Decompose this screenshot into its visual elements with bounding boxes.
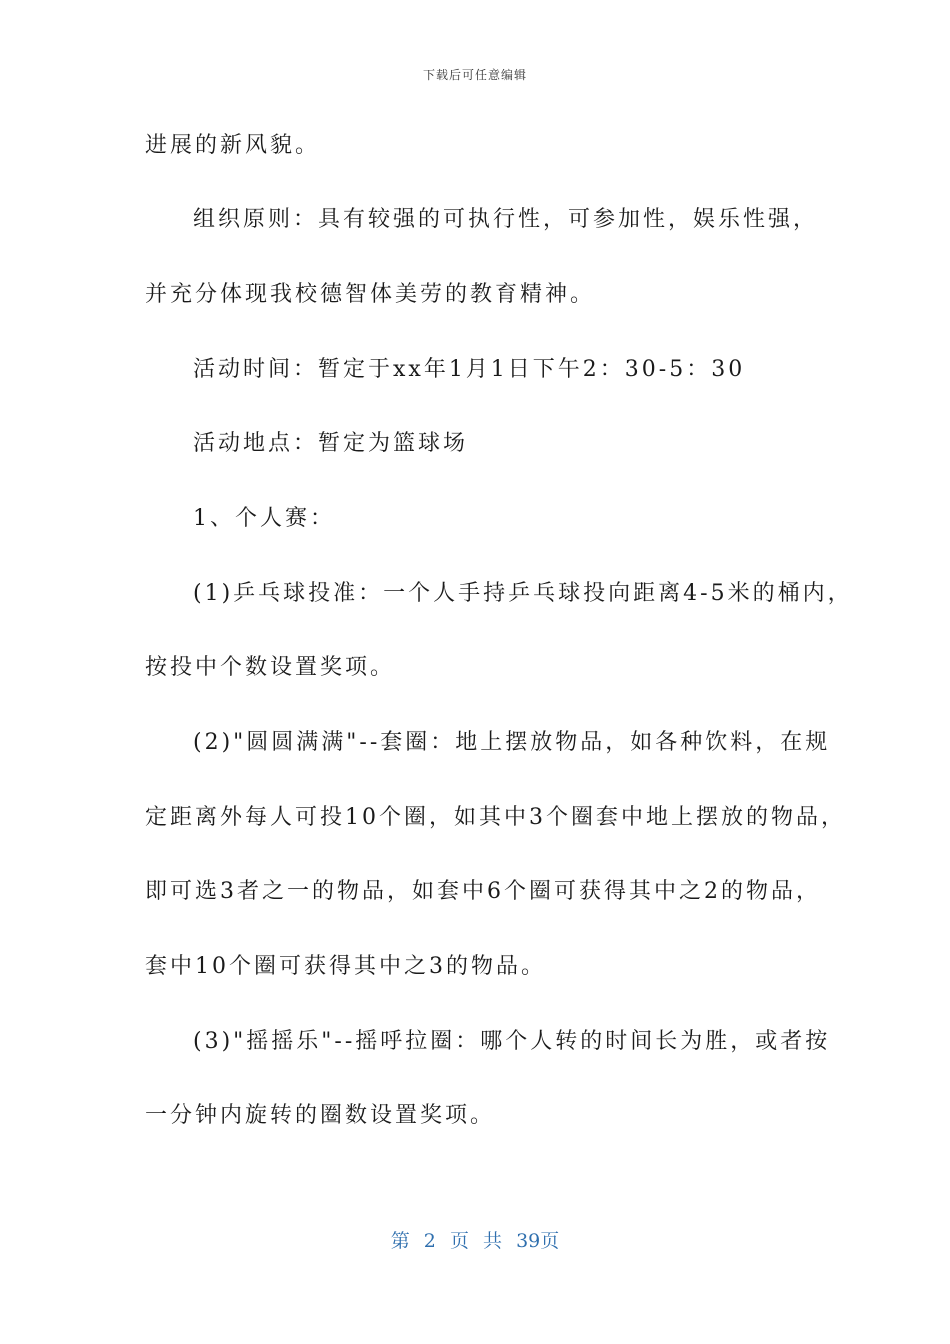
paragraph-line: (3)"摇摇乐"--摇呼拉圈：哪个人转的时间长为胜，或者按 bbox=[193, 1029, 831, 1054]
footer-page-word: 页 bbox=[449, 1230, 469, 1252]
page-number-footer bbox=[0, 1226, 950, 1253]
footer-total-word: 共 bbox=[483, 1230, 503, 1252]
paragraph-line: 进展的新风貌。 bbox=[145, 133, 321, 158]
paragraph-line: 并充分体现我校德智体美劳的教育精神。 bbox=[145, 282, 596, 307]
page-header: 下载后可任意编辑 bbox=[422, 68, 527, 82]
paragraph-line: 1、个人赛： bbox=[193, 506, 335, 531]
paragraph-line: (1)乒乓球投准：一个人手持乒乓球投向距离4-5米的桶内， bbox=[193, 581, 853, 606]
paragraph-line: 活动时间：暂定于xx年1月1日下午2：30-5：30 bbox=[193, 357, 746, 382]
paragraph-line: 定距离外每人可投10个圈，如其中3个圈套中地上摆放的物品， bbox=[145, 805, 846, 830]
paragraph-line: 一分钟内旋转的圈数设置奖项。 bbox=[145, 1103, 496, 1128]
paragraph-line: 组织原则：具有较强的可执行性，可参加性，娱乐性强， bbox=[193, 207, 819, 232]
paragraph-line: 即可选3者之一的物品，如套中6个圈可获得其中之2的物品， bbox=[145, 879, 821, 904]
footer-prefix: 第 bbox=[390, 1230, 410, 1252]
paragraph-line: 活动地点：暂定为篮球场 bbox=[193, 431, 469, 456]
footer-total-pages: 39页 bbox=[516, 1230, 560, 1252]
paragraph-line: (2)"圆圆满满"--套圈：地上摆放物品，如各种饮料，在规 bbox=[193, 730, 831, 755]
footer-current-page: 2 bbox=[423, 1230, 436, 1252]
paragraph-line: 套中10个圈可获得其中之3的物品。 bbox=[145, 954, 546, 979]
paragraph-line: 按投中个数设置奖项。 bbox=[145, 655, 396, 680]
